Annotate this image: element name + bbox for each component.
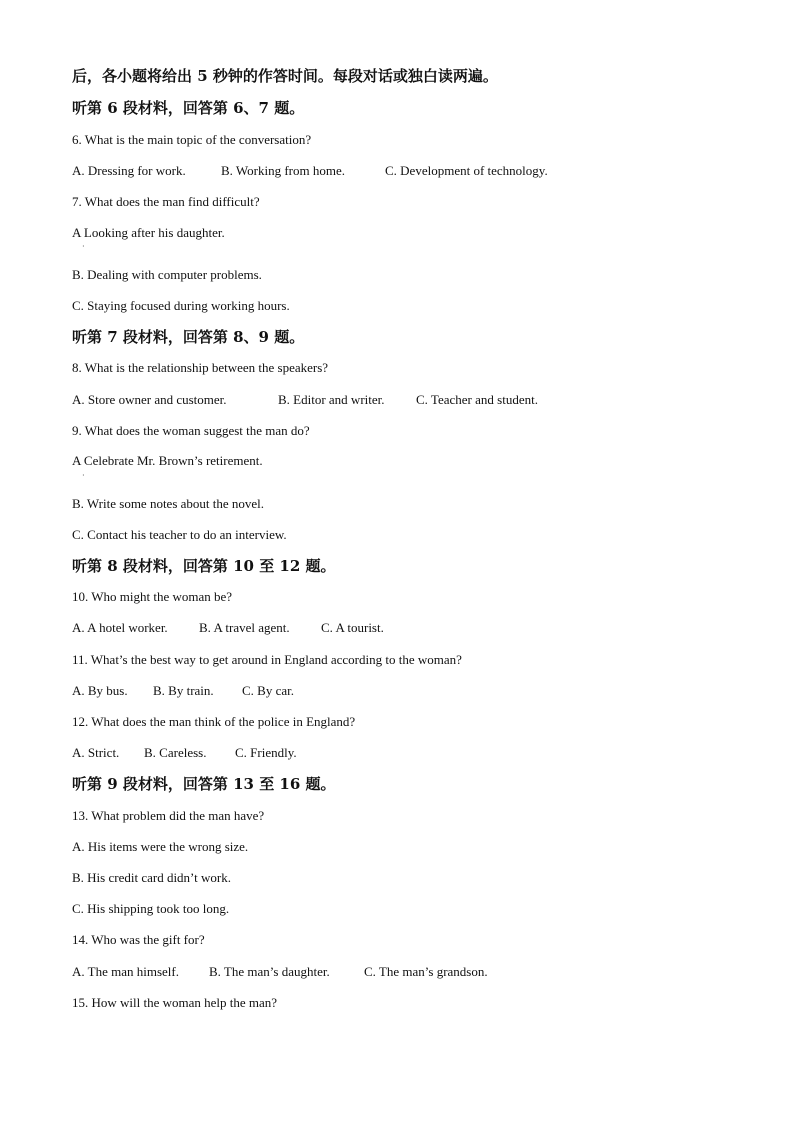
question-stem-7: 7. What does the man find difficult? bbox=[72, 194, 260, 209]
option-6-c: C. Development of technology. bbox=[385, 163, 548, 178]
option-10-b: B. A travel agent. bbox=[199, 620, 290, 635]
option-6-b: B. Working from home. bbox=[221, 163, 346, 178]
question-stem-14: 14. Who was the gift for? bbox=[72, 932, 205, 947]
section-heading-9: 听第 9 段材料，回答第 13 至 16 题。 bbox=[72, 775, 336, 793]
option-12-c: C. Friendly. bbox=[235, 745, 297, 760]
option-10-a: A. A hotel worker. bbox=[72, 620, 168, 635]
section-heading-7: 听第 7 段材料，回答第 8、9 题。 bbox=[72, 328, 305, 346]
option-12-b: B. Careless. bbox=[144, 745, 207, 760]
option-11-b: B. By train. bbox=[153, 683, 214, 698]
option-9-c: C. Contact his teacher to do an interview. bbox=[72, 527, 287, 542]
option-7-c: C. Staying focused during working hours. bbox=[72, 298, 290, 313]
section-heading-8: 听第 8 段材料，回答第 10 至 12 题。 bbox=[72, 557, 336, 575]
option-9-b: B. Write some notes about the novel. bbox=[72, 496, 265, 511]
question-stem-9: 9. What does the woman suggest the man do? bbox=[72, 423, 310, 438]
option-13-a: A. His items were the wrong size. bbox=[72, 839, 249, 854]
question-options-6 bbox=[72, 163, 548, 179]
question-options-11 bbox=[72, 683, 294, 699]
option-13-c: C. His shipping took too long. bbox=[72, 901, 230, 916]
option-8-c: C. Teacher and student. bbox=[416, 392, 538, 407]
option-8-a: A. Store owner and customer. bbox=[72, 392, 227, 407]
option-dot-mark: · bbox=[82, 242, 85, 251]
question-stem-12: 12. What does the man think of the police in England? bbox=[72, 714, 356, 729]
option-11-c: C. By car. bbox=[242, 683, 294, 698]
option-13-b: B. His credit card didn’t work. bbox=[72, 870, 231, 885]
option-11-a: A. By bus. bbox=[72, 683, 128, 698]
option-7-b: B. Dealing with computer problems. bbox=[72, 267, 262, 282]
question-options-8 bbox=[72, 392, 538, 408]
question-stem-6: 6. What is the main topic of the conversation? bbox=[72, 132, 312, 147]
question-stem-15: 15. How will the woman help the man? bbox=[72, 995, 278, 1010]
question-stem-13: 13. What problem did the man have? bbox=[72, 808, 265, 823]
option-6-a: A. Dressing for work. bbox=[72, 163, 186, 178]
question-stem-10: 10. Who might the woman be? bbox=[72, 589, 233, 604]
option-8-b: B. Editor and writer. bbox=[278, 392, 385, 407]
instruction-text: 后，各小题将给出 5 秒钟的作答时间。每段对话或独白读两遍。 bbox=[72, 67, 498, 85]
question-stem-11: 11. What’s the best way to get around in England according to the woman? bbox=[72, 652, 462, 667]
section-heading-6: 听第 6 段材料，回答第 6、7 题。 bbox=[72, 99, 305, 117]
question-options-12 bbox=[72, 745, 297, 761]
option-10-c: C. A tourist. bbox=[321, 620, 384, 635]
option-14-c: C. The man’s grandson. bbox=[364, 964, 488, 979]
option-12-a: A. Strict. bbox=[72, 745, 120, 760]
option-9-a: A Celebrate Mr. Brown’s retirement. bbox=[72, 453, 263, 468]
option-14-b: B. The man’s daughter. bbox=[209, 964, 330, 979]
question-stem-8: 8. What is the relationship between the speakers? bbox=[72, 360, 329, 375]
question-options-14 bbox=[72, 964, 488, 980]
option-dot-mark: · bbox=[82, 471, 85, 480]
option-7-a: A Looking after his daughter. bbox=[72, 225, 225, 240]
option-14-a: A. The man himself. bbox=[72, 964, 179, 979]
question-options-10 bbox=[72, 620, 384, 636]
